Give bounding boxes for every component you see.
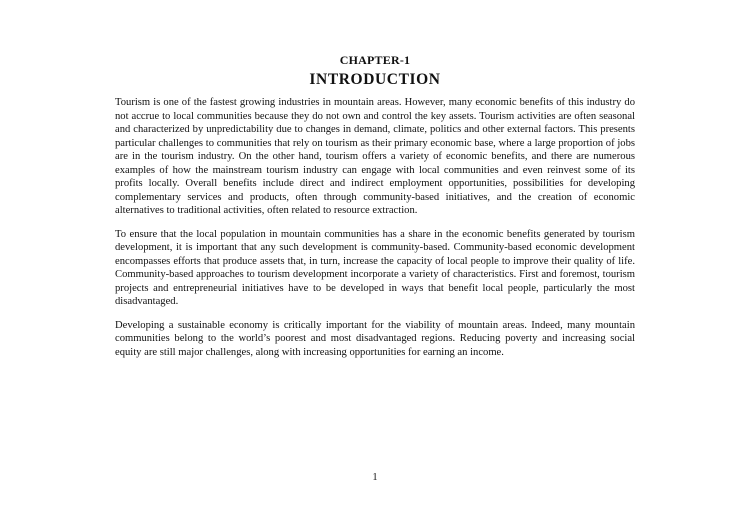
- page-title: INTRODUCTION: [309, 71, 441, 88]
- paragraph-3: Developing a sustainable economy is critically important for the viability of mountain areas. Indeed, many mountain communities belong to the world’s poorest and most disadvantaged regions. Reducing poverty and increasing social equity are still major challenges, along with increasing opportunities for earning an income.: [115, 319, 635, 358]
- page-number: 1: [372, 472, 378, 483]
- paragraph-2: To ensure that the local population in mountain communities has a share in the economic benefits generated by tourism development, it is important that any such development is community-based. Community-based economic development encompasses efforts that produce assets that, in turn, increase the capacity of local people to improve their quality of life. Community-based approaches to tourism development incorporate a variety of characteristics. First and foremost, tourism projects and entrepreneurial initiatives have to be developed in ways that benefit local people, particularly the most disadvantaged.: [115, 228, 635, 307]
- paragraph-1: Tourism is one of the fastest growing industries in mountain areas. However, many economic benefits of this industry do not accrue to local communities because they do not own and control the key assets. Tourism activities are often seasonal and characterized by unpredictability due to changes in demand, climate, politics and other external factors. This presents particular challenges to communities that rely on tourism as their primary economic base, where a large proportion of jobs are in the tourism industry. On the other hand, tourism offers a variety of economic benefits, and there are numerous examples of how the mainstream tourism industry can engage with local communities and even reinvest some of its profits locally. Overall benefits include direct and indirect employment opportunities, possibilities for developing complementary services and products, often through community-based initiatives, and the creation of economic alternatives to traditional activities, often related to resource extraction.: [115, 97, 635, 216]
- chapter-label: CHAPTER-1: [339, 53, 411, 67]
- document-body: [115, 96, 635, 369]
